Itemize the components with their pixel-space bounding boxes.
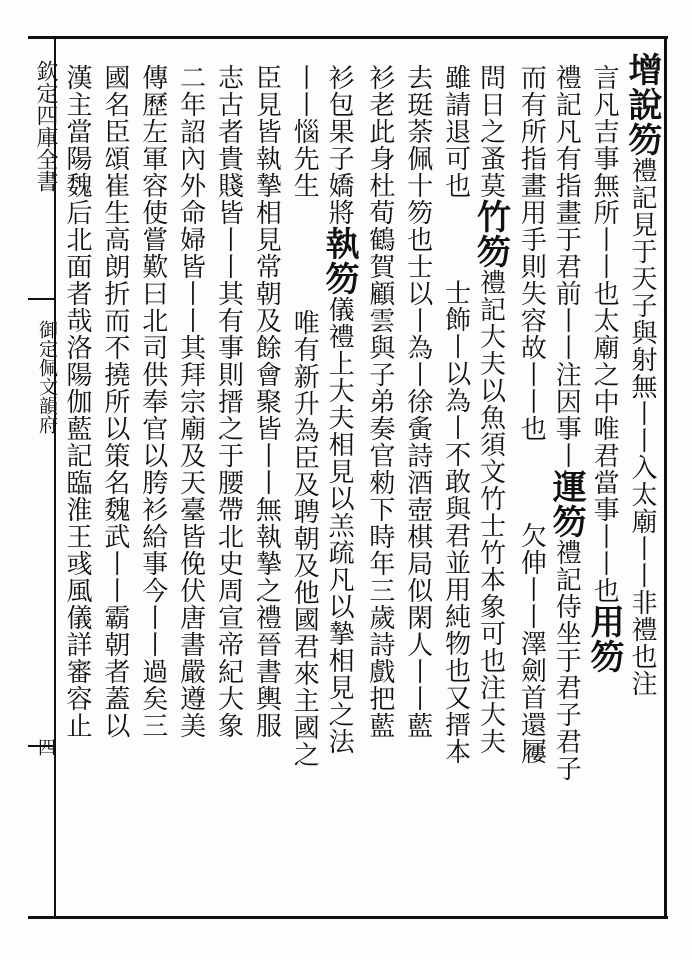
text-column-14: [136, 64, 170, 914]
column-text: 禮記見于天子與射無丨丨入太廟丨丨非禮也注: [627, 157, 657, 697]
text-column-12: [211, 64, 245, 914]
text-column-1: [622, 52, 662, 902]
book-title: 欽定四庫全書: [33, 60, 58, 192]
column-text: 傳歷左軍容使嘗歎曰北司供奉官以胯衫給事今丨丨過矣三: [137, 64, 168, 739]
bottom-border: [28, 916, 668, 919]
text-column-8: [363, 64, 397, 914]
column-text: 去珽荼佩十笏也士以丨為丨徐夤詩酒壺棋局似閑人丨丨藍: [402, 64, 433, 739]
right-border: [664, 36, 667, 919]
column-text: 衫包果子嬌將: [324, 64, 355, 226]
column-text: 臣見皆執摯相見常朝及餘會聚皆丨丨無執摯之禮晉書輿服: [251, 64, 282, 739]
text-column-3: [546, 64, 587, 914]
entry-heading: 用笏: [584, 604, 625, 674]
top-border: [28, 36, 668, 39]
column-text: 儀禮上大夫相見以羔疏凡以摯相見之法: [324, 296, 355, 755]
text-column-5: [470, 64, 511, 914]
column-text: 禮記大夫以魚須文竹士竹本象可也注大夫: [475, 269, 506, 755]
entry-heading: 運笏: [546, 469, 587, 539]
text-column-10: [287, 64, 321, 914]
column-text: 唯有新升為臣及聘朝及他國君來主國之: [289, 309, 320, 768]
page-number: 四: [35, 738, 56, 756]
entry-heading: 說笏: [622, 87, 662, 157]
text-column-6: [439, 64, 473, 914]
text-column-13: [174, 64, 208, 914]
column-text: 二年詔內外命婦皆丨丨其拜宗廟及天臺皆俛伏唐書嚴遵美: [175, 64, 206, 739]
column-text: 禮記侍坐于君子君子: [551, 539, 582, 782]
column-text: 志古者貴賤皆丨丨其有事則搢之于腰帶北史周宣帝紀大象: [213, 64, 244, 739]
text-column-11: [249, 64, 283, 914]
column-text: 言凡吉事無所丨丨也太廟之中唯君當事丨丨也: [589, 64, 620, 604]
column-text: 雖請退可也: [440, 64, 471, 199]
section-heading: 增: [622, 52, 662, 87]
text-column-15: [98, 64, 132, 914]
text-column-4: [514, 64, 548, 914]
text-column-16: [60, 64, 94, 914]
fold-line: [28, 298, 56, 300]
fold-title: 御定佩文韻府: [36, 320, 58, 434]
column-text: 國名臣頌崔生高朗折而不撓所以策名魏武丨丨霸朝者蓋以: [99, 64, 130, 739]
column-text: 漢主當陽魏后北面者哉洛陽伽藍記臨淮王彧風儀詳審容止: [62, 64, 92, 739]
text-column-7: [401, 64, 435, 914]
column-text: 而有所指畫用手則失容故丨丨也: [516, 64, 547, 442]
column-text: 衫老此身杜荀鶴賀顧雲與子弟奏官勑下時年三歲詩戲把藍: [364, 64, 395, 739]
entry-heading: 竹笏: [470, 199, 511, 269]
text-column-2: [584, 64, 625, 914]
text-column-9: [319, 64, 360, 914]
column-text: 欠伸丨丨澤劍首還屨: [516, 522, 547, 765]
column-text: 士飾丨以為丨不敢與君並用純物也又搢本: [440, 279, 471, 765]
column-text: 禮記凡有指畫于君前丨丨注因事丨: [551, 64, 582, 469]
entry-heading: 執笏: [319, 226, 360, 296]
column-text: 丨丨惱先生: [289, 64, 320, 199]
column-text: 問日之蚤莫: [475, 64, 506, 199]
